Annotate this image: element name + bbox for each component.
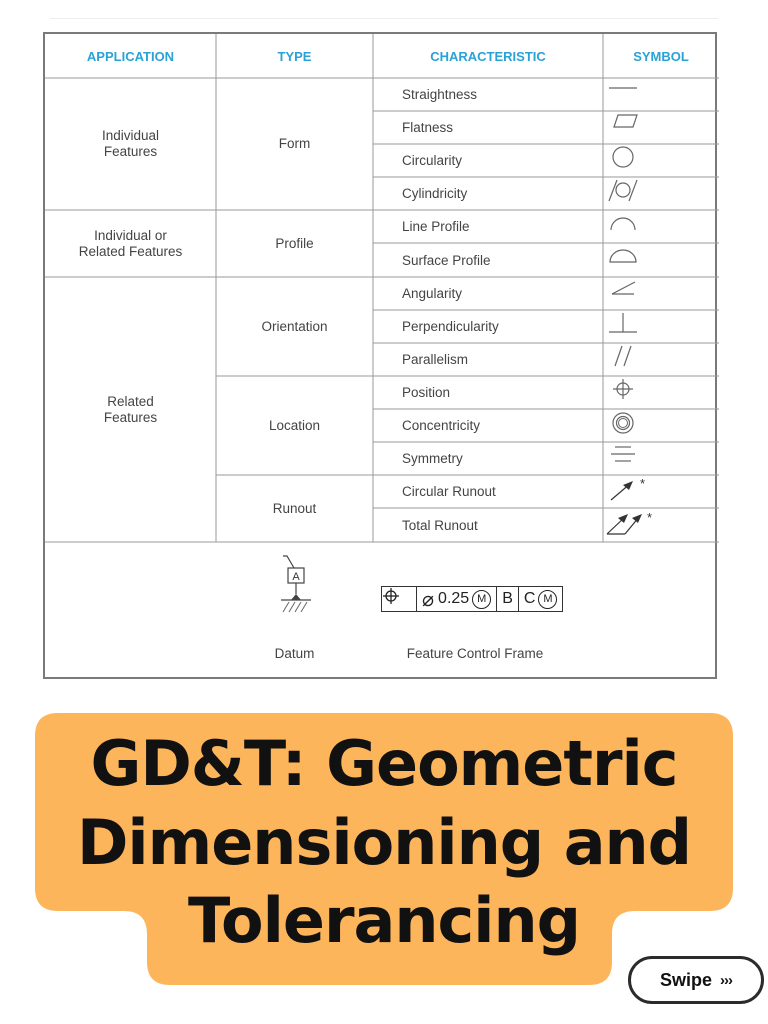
char-total-runout: Total Runout [402, 517, 478, 533]
circular-runout-mark: * [640, 476, 646, 491]
mmc-modifier: M [538, 590, 557, 609]
type-runout: Runout [272, 500, 317, 516]
fcf-tolerance-value: 0.25 [438, 590, 470, 607]
type-form: Form [278, 136, 311, 151]
header-symbol: SYMBOL [633, 48, 689, 64]
title-line-1: GD&T: Geometric [90, 727, 678, 800]
char-circularity: Circularity [402, 153, 463, 168]
application-individual: Individual Features [101, 128, 160, 159]
mmc-modifier: M [472, 590, 491, 609]
char-parallelism: Parallelism [402, 352, 469, 367]
type-orientation: Orientation [261, 318, 328, 334]
char-surface-profile: Surface Profile [402, 252, 491, 268]
char-symmetry: Symmetry [402, 451, 463, 466]
header-type: TYPE [277, 48, 312, 64]
char-concentricity: Concentricity [402, 418, 481, 433]
char-circular-runout: Circular Runout [402, 484, 496, 499]
char-cylindricity: Cylindricity [402, 186, 468, 201]
header-application: APPLICATION [86, 48, 175, 64]
char-perpendicularity: Perpendicularity [402, 319, 499, 334]
fcf-datum-c: C [523, 590, 536, 607]
chevrons-right-icon: ››› [720, 971, 732, 989]
type-profile: Profile [275, 235, 314, 251]
diameter-icon: ⌀ [422, 588, 435, 611]
header-characteristic: CHARACTERISTIC [430, 48, 546, 64]
swipe-label: Swipe [659, 969, 712, 990]
title-line-2: Dimensioning and [76, 806, 692, 879]
fcf-datum-b: B [497, 587, 519, 611]
char-angularity: Angularity [402, 286, 463, 301]
datum-letter: A [292, 571, 300, 583]
datum-label: Datum [274, 646, 315, 661]
total-runout-mark: * [647, 510, 653, 525]
char-straightness: Straightness [402, 87, 478, 102]
fcf-label: Feature Control Frame [406, 646, 544, 661]
type-location: Location [268, 417, 321, 433]
swipe-button[interactable] [628, 956, 764, 1004]
char-line-profile: Line Profile [402, 219, 470, 234]
char-flatness: Flatness [402, 120, 454, 135]
application-related: Related Features [103, 393, 158, 425]
application-individual-or-related: Individual or Related Features [78, 227, 183, 259]
title-line-3: Tolerancing [187, 884, 581, 957]
char-position: Position [402, 385, 451, 400]
